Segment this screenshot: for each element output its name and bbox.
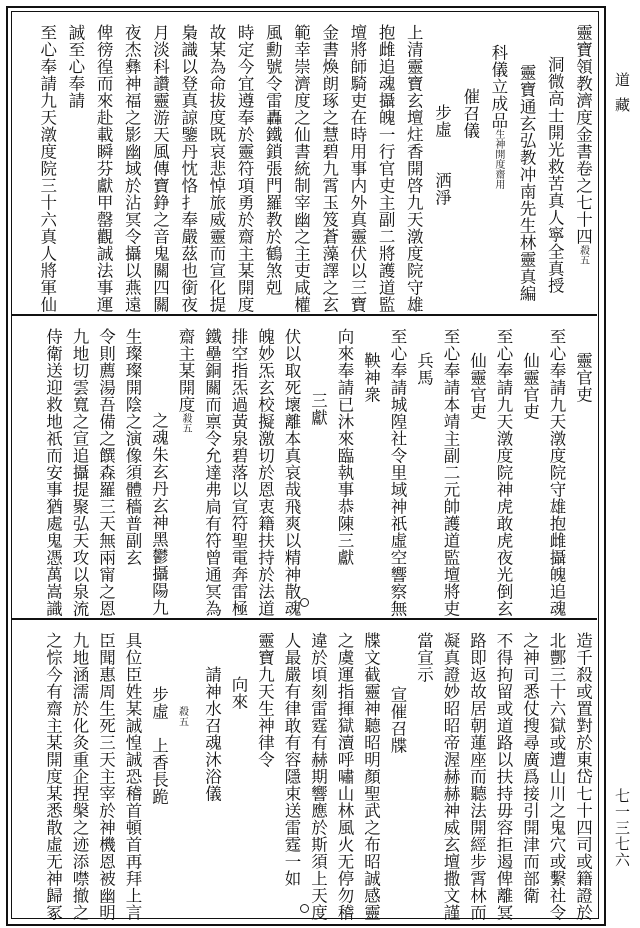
- text-column: 具位臣姓某誠惶誠恐稽首頓首再拜上言: [123, 632, 142, 921]
- section-circle-mark: [300, 598, 309, 607]
- text-column: 排空指炁過黃泉碧落以宣符聖電奔雷極: [229, 328, 248, 617]
- text-column: 步虛 洒淨: [432, 104, 452, 206]
- text-column: 科儀立成品生神開度齋用: [488, 44, 508, 189]
- section-circle-mark: [300, 904, 309, 913]
- text-column: 宣催召牒: [388, 686, 407, 754]
- text-column: 侍衛送迎救地祇而安事猶處鬼憑萬嵩識: [43, 328, 63, 617]
- text-column: 請神水召魂沐浴儀: [202, 666, 222, 802]
- text-column: 仙靈官吏: [467, 352, 487, 420]
- text-column: 催召儀: [460, 88, 480, 139]
- text-column: 至心奉請本靖主副二元帥護道監壇將吏: [441, 328, 460, 617]
- text-column: 之虞運指揮獄瀆呼嘯山林風火无停勿稽: [335, 632, 354, 921]
- text-column: 九地涵濡於化灸重企捏槃之迹添噤撤之: [70, 632, 89, 921]
- text-column: 向來: [229, 676, 248, 710]
- text-column: 洞微高士開光救苦真人寧全真授: [545, 56, 565, 294]
- text-column: 至心奉請九天潡度院三十六真人將軍仙: [37, 24, 57, 313]
- panel-divider-2: [11, 618, 597, 620]
- text-column: 步虛 上香長跪: [149, 686, 169, 805]
- text-column: 違於頃刻雷霆有赫期響應於斯須上天度: [308, 632, 328, 921]
- text-column: 伏以取死壞離本真哀哉飛爽以精神散魂: [282, 328, 301, 617]
- text-column: 金書煥朗琢之慧碧九霄玉笈蒼藻譯之玄: [319, 24, 339, 313]
- text-column: 鞅神衆: [361, 352, 381, 403]
- text-column: 不得拘留或道路以扶持毋容拒遏俾離冥: [494, 632, 513, 921]
- text-column: 之悰今有齋主某開度某悉散虛无神歸冢: [43, 632, 63, 921]
- text-column: 靈寶九天生神律令: [255, 632, 275, 768]
- text-column: 之神司悉仗搜尋廣爲接引開津而部衛: [520, 632, 540, 904]
- text-column: 至心奉請城隍社令里域神祇虛空響察無: [388, 328, 407, 617]
- text-column: 範幸崇濟度之仙書統制宰幽之主吏咸權: [291, 24, 311, 313]
- text-column: 臣聞惠周生死三天主宰於神機恩被幽明: [96, 632, 116, 921]
- text-column: 抱雌追魂攝魄一行官吏主副二將護道監: [376, 24, 396, 313]
- text-column: 九地切雲寬之宣追攝提聚弘天攻以泉流: [70, 328, 89, 617]
- text-column: 牒文截靈神聽昭明顏聖武之布昭誠感靈: [361, 632, 381, 921]
- text-column: 月淡科讚靈游天風傳寶錚之音鬼關四關: [150, 24, 170, 313]
- text-column: 至心奉請九天潡度院守雄抱雌攝魄追魂: [547, 328, 566, 617]
- text-column: 令則薦湯吾備之饌森羅三天無兩甯之恩: [96, 328, 116, 617]
- text-column: 殺五: [176, 706, 188, 727]
- text-column: 造千殺或置對於東岱七十四司或籍證於: [573, 632, 593, 921]
- text-column: 魄妙炁玄校擬激切於恩衷籍扶持於法道: [255, 328, 275, 617]
- text-column: 人最嚴有律敢有容隱束送雷霆一如: [282, 632, 301, 887]
- text-column: 仙靈官吏: [520, 352, 540, 420]
- text-column: 生璨璨開陰之演像須體穡普副玄: [123, 328, 142, 566]
- margin-title: 道藏: [613, 72, 631, 122]
- text-column-note: 殺五: [180, 413, 191, 433]
- text-column: 之魂朱玄丹玄神黑鬱攝陽九: [149, 412, 169, 616]
- text-column: 誠至心奉請: [65, 24, 85, 109]
- text-column: 北酆三十六獄或遭山川之鬼穴或繫社令: [547, 632, 566, 921]
- text-column: 靈官吏: [573, 352, 593, 403]
- text-column: 齋主某開度殺五: [176, 328, 195, 433]
- text-column: 兵馬: [414, 352, 434, 386]
- text-column: 至心奉請九天潡度院神虎敢虎夜光倒玄: [494, 328, 513, 617]
- margin-page-number: 七一三七六: [613, 788, 631, 868]
- text-column: 向來奉請已沐來臨執事恭陳三獻: [335, 328, 354, 566]
- text-column: 故某為命拔度既哀悲悼旅威靈而宣化提: [206, 24, 226, 313]
- text-column: 壇將師騎吏在時用事内外真靈伏以三寶: [347, 24, 367, 313]
- text-column: 上清靈寶玄壇炷香開啓九天潡度院守雄: [404, 24, 424, 313]
- text-column-note: 殺五: [577, 245, 589, 265]
- text-column: 靈寶通玄弘教冲南先生林靈真編: [517, 64, 537, 302]
- text-column: 風勳號令雷轟鐵鎖張門羅教於鶴煞剋: [263, 24, 283, 296]
- text-column: 靈寶領教濟度金書卷之七十四殺五: [573, 24, 593, 265]
- text-column: 凝真證妙昭昭帝渥赫赫神威玄壇撒文謹: [441, 632, 460, 921]
- text-column: 路即返故居朝蓮座而聽法開經步霄林而: [467, 632, 487, 921]
- text-column: 夜杰彝神福之影幽域於沾冥令攝以燕遠: [122, 24, 142, 313]
- panel-divider-1: [11, 314, 597, 316]
- text-column: 梟識以登真諒鑒丹忱恪扌奉嚴茲也銜夜: [178, 24, 198, 313]
- text-column: 三獻: [308, 392, 328, 426]
- text-column: 時定今宜遵奉於靈符項勇於齋主某開度: [235, 24, 255, 313]
- text-column: 鐵壘銅關而禀令允達弗扃有符曾通冥為: [202, 328, 222, 617]
- text-column: 俾徬徨而來赴載瞬芬獻甲罄觀誠法事運: [94, 24, 114, 313]
- text-column: 當宣示: [414, 632, 434, 683]
- text-column-note: 生神開度齋用: [492, 129, 504, 189]
